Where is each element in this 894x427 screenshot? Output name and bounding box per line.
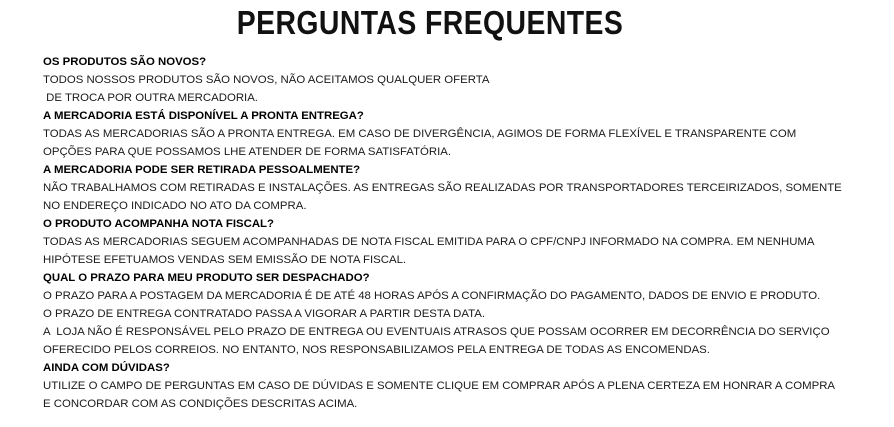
- faq-question: OS PRODUTOS SÃO NOVOS?: [43, 56, 207, 68]
- faq-question: QUAL O PRAZO PARA MEU PRODUTO SER DESPACHADO?: [43, 272, 370, 284]
- faq-answer-line: TODAS AS MERCADORIAS SÃO A PRONTA ENTREGA. EM CASO DE DIVERGÊNCIA, AGIMOS DE FORMA FLEXÍVEL E TRANSPARENTE COM: [43, 128, 797, 140]
- faq-item-retirada: [43, 161, 883, 215]
- faq-answer-line: OPÇÕES PARA QUE POSSAMOS LHE ATENDER DE FORMA SATISFATÓRIA.: [43, 146, 452, 158]
- faq-item-produtos-novos: [43, 53, 883, 107]
- faq-question: A MERCADORIA ESTÁ DISPONÍVEL A PRONTA ENTREGA?: [43, 110, 364, 122]
- faq-question: O PRODUTO ACOMPANHA NOTA FISCAL?: [43, 218, 274, 230]
- faq-answer-line: TODOS NOSSOS PRODUTOS SÃO NOVOS, NÃO ACEITAMOS QUALQUER OFERTA: [43, 74, 490, 86]
- faq-list: [43, 53, 883, 413]
- page-title: PERGUNTAS FREQUENTES: [236, 4, 624, 41]
- faq-item-prazo-despacho: [43, 269, 883, 359]
- faq-answer-line: DE TROCA POR OUTRA MERCADORIA.: [43, 92, 258, 104]
- faq-answer-line: UTILIZE O CAMPO DE PERGUNTAS EM CASO DE DÚVIDAS E SOMENTE CLIQUE EM COMPRAR APÓS A PLENA CERTEZA EM HONRAR A COMPRA: [43, 380, 836, 392]
- faq-answer-line: HIPÓTESE EFETUAMOS VENDAS SEM EMISSÃO DE NOTA FISCAL.: [43, 254, 407, 266]
- faq-question: A MERCADORIA PODE SER RETIRADA PESSOALMENTE?: [43, 164, 361, 176]
- faq-item-pronta-entrega: [43, 107, 883, 161]
- faq-item-nota-fiscal: [43, 215, 883, 269]
- faq-answer-line: NÃO TRABALHAMOS COM RETIRADAS E INSTALAÇÕES. AS ENTREGAS SÃO REALIZADAS POR TRANSPORTADORES TERCEIRIZADOS, SOMENTE: [43, 182, 842, 194]
- faq-answer-line: NO ENDEREÇO INDICADO NO ATO DA COMPRA.: [43, 200, 307, 212]
- faq-answer-line: E CONCORDAR COM AS CONDIÇÕES DESCRITAS ACIMA.: [43, 398, 358, 410]
- faq-item-duvidas: [43, 359, 883, 413]
- faq-answer-line: OFERECIDO PELOS CORREIOS. NO ENTANTO, NOS RESPONSABILIZAMOS PELA ENTREGA DE TODAS AS ENCOMENDAS.: [43, 344, 710, 356]
- faq-answer-line: O PRAZO DE ENTREGA CONTRATADO PASSA A VIGORAR A PARTIR DESTA DATA.: [43, 308, 486, 320]
- faq-answer-line: O PRAZO PARA A POSTAGEM DA MERCADORIA É DE ATÉ 48 HORAS APÓS A CONFIRMAÇÃO DO PAGAMENTO, DADOS DE ENVIO E PRODUTO.: [43, 290, 821, 302]
- faq-answer-line: A LOJA NÃO É RESPONSÁVEL PELO PRAZO DE ENTREGA OU EVENTUAIS ATRASOS QUE POSSAM OCORRER EM DECORRÊNCIA DO SERVIÇO: [43, 326, 830, 338]
- faq-answer-line: TODAS AS MERCADORIAS SEGUEM ACOMPANHADAS DE NOTA FISCAL EMITIDA PARA O CPF/CNPJ INFORMADO NA COMPRA. EM NENHUMA: [43, 236, 815, 248]
- faq-question: AINDA COM DÚVIDAS?: [43, 362, 170, 374]
